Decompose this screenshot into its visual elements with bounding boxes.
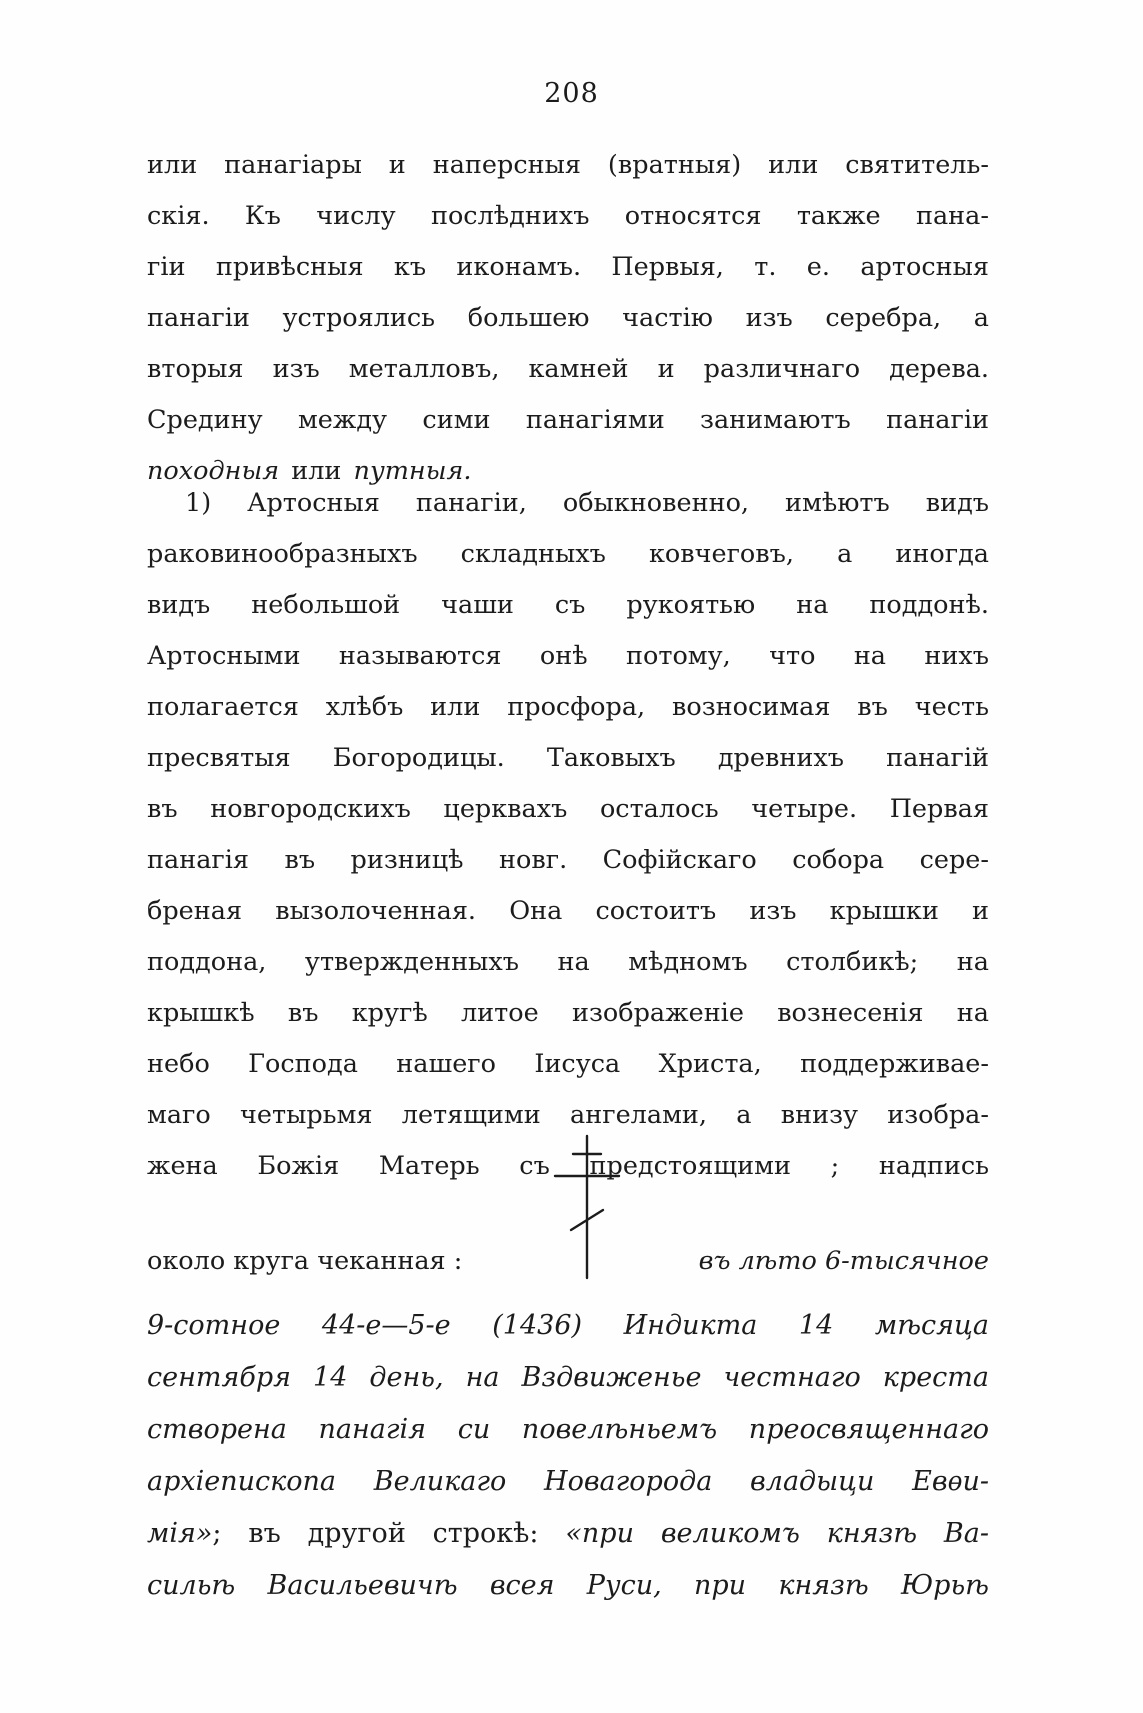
text-line: панагіи устроялись большею частію изъ серебра, а xyxy=(147,303,989,333)
cross-caption-right: въ лѣто 6-тысячное xyxy=(698,1246,989,1276)
inscription-line: 9-сотное 44-е—5-е (1436) Индикта 14 мѣсяца xyxy=(147,1310,989,1341)
page-number: 208 xyxy=(544,78,599,109)
text-line: поддона, утвержденныхъ на мѣдномъ столбикѣ; на xyxy=(147,947,989,977)
text-line: въ новгородскихъ церквахъ осталось четыре. Первая xyxy=(147,794,989,824)
inscription-line: сильѣ Васильевичѣ всея Руси, при князѣ Юрьѣ xyxy=(147,1570,989,1601)
text-line: маго четырьмя летящими ангелами, а внизу изобра- xyxy=(147,1100,989,1130)
inscription-text xyxy=(147,1300,989,1612)
text-line: панагія въ ризницѣ новг. Софійскаго собора сере- xyxy=(147,845,989,875)
text-line: гіи привѣсныя къ иконамъ. Первыя, т. е. артосныя xyxy=(147,252,989,282)
inscription-line: архіепископа Великаго Новагорода владыци Евѳи- xyxy=(147,1466,989,1497)
inscription-fragment: мія» xyxy=(147,1518,213,1549)
text-line: вторыя изъ металловъ, камней и различнаго дерева. xyxy=(147,354,989,384)
italic-term: путныя. xyxy=(353,456,472,486)
inscription-line-mixed xyxy=(147,1508,989,1560)
inscription-fragment: «при великомъ князѣ Ва- xyxy=(565,1518,989,1549)
text-line: бреная вызолоченная. Она состоитъ изъ крышки и xyxy=(147,896,989,926)
text-line: Средину между сими панагіями занимаютъ панагіи xyxy=(147,405,989,435)
text-line: пресвятыя Богородицы. Таковыхъ древнихъ панагій xyxy=(147,743,989,773)
inscription-line: сентября 14 день, на Вздвиженье честнаго креста xyxy=(147,1362,989,1393)
text-line: 1) Артосныя панагіи, обыкновенно, имѣютъ видъ xyxy=(185,488,989,518)
text-line: видъ небольшой чаши съ рукоятью на поддонѣ. xyxy=(147,590,989,620)
cross-figure-row xyxy=(147,1130,989,1290)
text-line: полагается хлѣбъ или просфора, возносимая въ честь xyxy=(147,692,989,722)
upright-fragment: ; въ другой строкѣ: xyxy=(212,1518,566,1549)
connector-text: или xyxy=(279,456,354,486)
text-line: или панагіары и наперсныя (вратныя) или святитель- xyxy=(147,150,989,180)
paragraph-1 xyxy=(147,140,989,497)
paragraph-2 xyxy=(147,478,989,1192)
text-line: жена Божія Матерь съ предстоящими ; надпись xyxy=(147,1151,989,1181)
text-line: крышкѣ въ кругѣ литое изображеніе вознесенія на xyxy=(147,998,989,1028)
text-line: Артосными называются онѣ потому, что на нихъ xyxy=(147,641,989,671)
orthodox-cross-icon xyxy=(547,1130,627,1280)
inscription-line: створена панагія си повелѣньемъ преосвященнаго xyxy=(147,1414,989,1445)
italic-term: походныя xyxy=(147,456,280,486)
text-line: раковинообразныхъ складныхъ ковчеговъ, а иногда xyxy=(147,539,989,569)
cross-caption-left: около круга чеканная : xyxy=(147,1246,463,1276)
text-line: скія. Къ числу послѣднихъ относятся также пана- xyxy=(147,201,989,231)
text-line: небо Господа нашего Іисуса Христа, поддерживае- xyxy=(147,1049,989,1079)
